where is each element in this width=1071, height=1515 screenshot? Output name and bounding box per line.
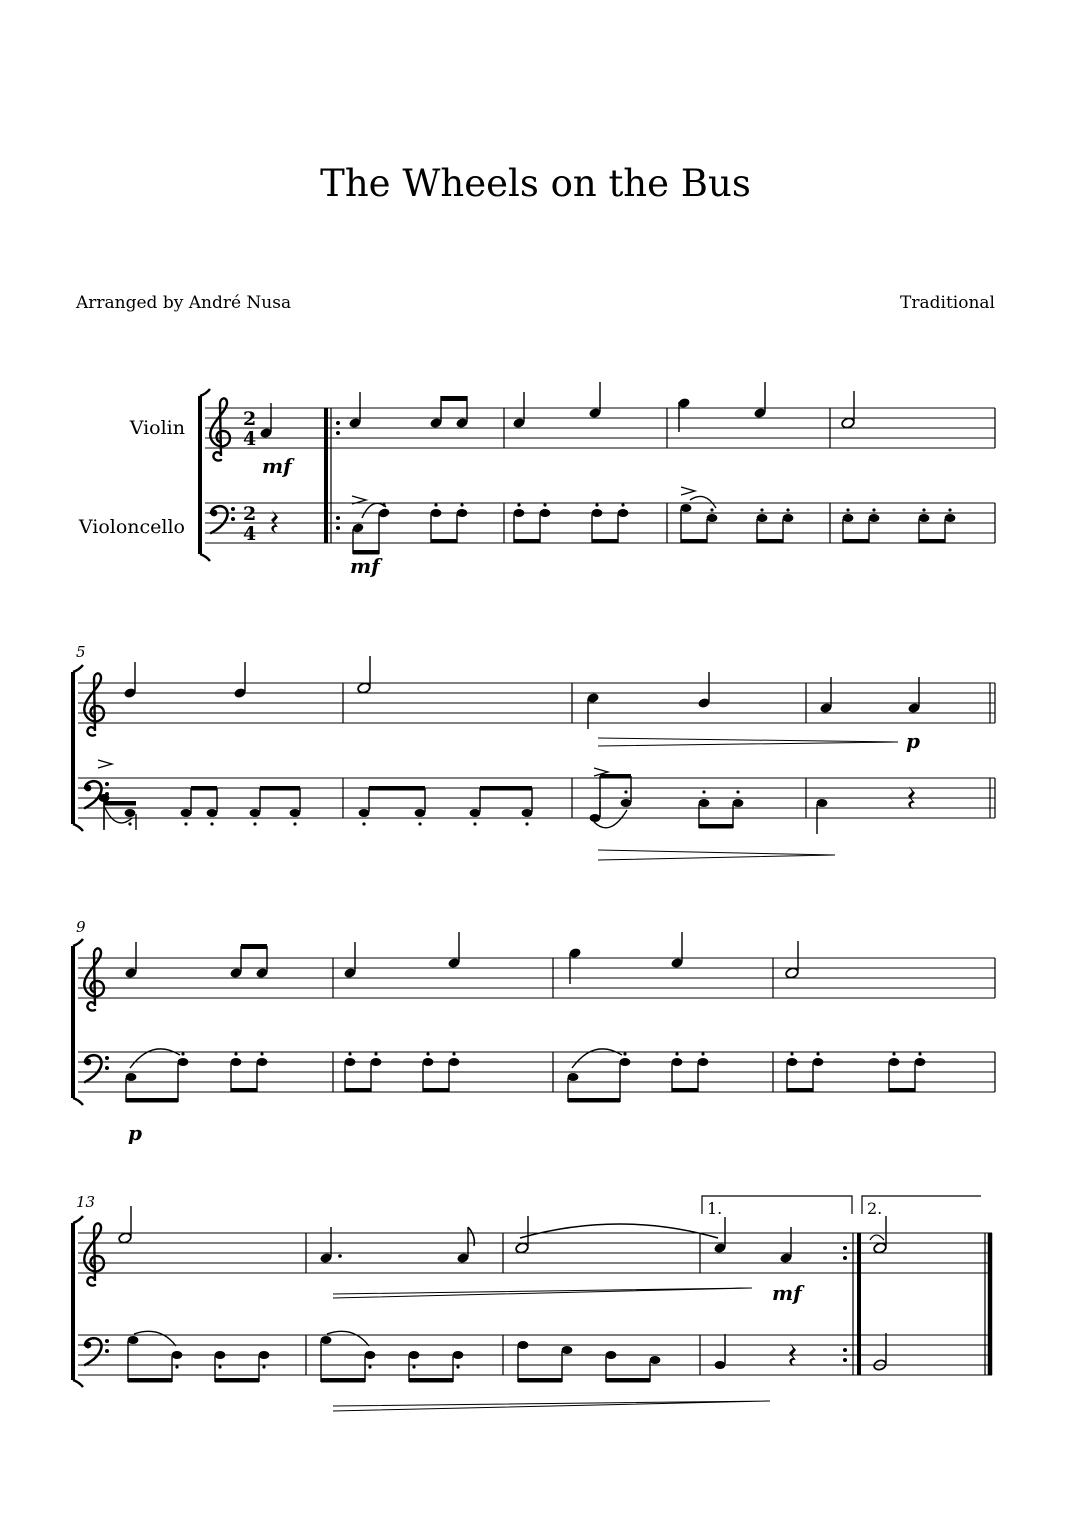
time-sig-bottom-cello: 4 [243,523,257,545]
dynamic-mf-final: mf [772,1281,802,1305]
time-sig-bottom: 4 [243,428,257,450]
violin-staff [205,408,995,448]
measure-number-13: 13 [76,1193,96,1211]
volta-second: 2. [867,1199,883,1218]
measure-number-9: 9 [76,918,86,936]
dynamic-mf: mf [262,454,292,478]
dynamic-p: p [906,729,920,753]
measure-number-5: 5 [76,643,86,661]
system-1 [78,382,995,578]
instrument-label-violin: Violin [129,417,185,439]
system-2 [73,643,995,860]
time-sig-top: 2 [243,408,257,430]
dynamic-p-cello: p [128,1121,142,1145]
bass-clef-icon [85,1338,109,1365]
system-4 [73,1193,992,1411]
instrument-label-cello: Violoncello [78,516,185,538]
page-title: The Wheels on the Bus [320,162,751,205]
system-3 [73,918,995,1145]
end-repeat-barline [843,1233,859,1375]
bass-clef-icon [211,506,235,533]
dynamic-mf-cello: mf [350,554,380,578]
bass-clef-icon [85,1055,109,1082]
volta-first: 1. [707,1199,723,1218]
arranger-credit: Arranged by André Nusa [76,293,292,313]
cello-staff [205,503,995,543]
composer-credit: Traditional [900,293,995,313]
time-sig-top-cello: 2 [243,503,257,525]
